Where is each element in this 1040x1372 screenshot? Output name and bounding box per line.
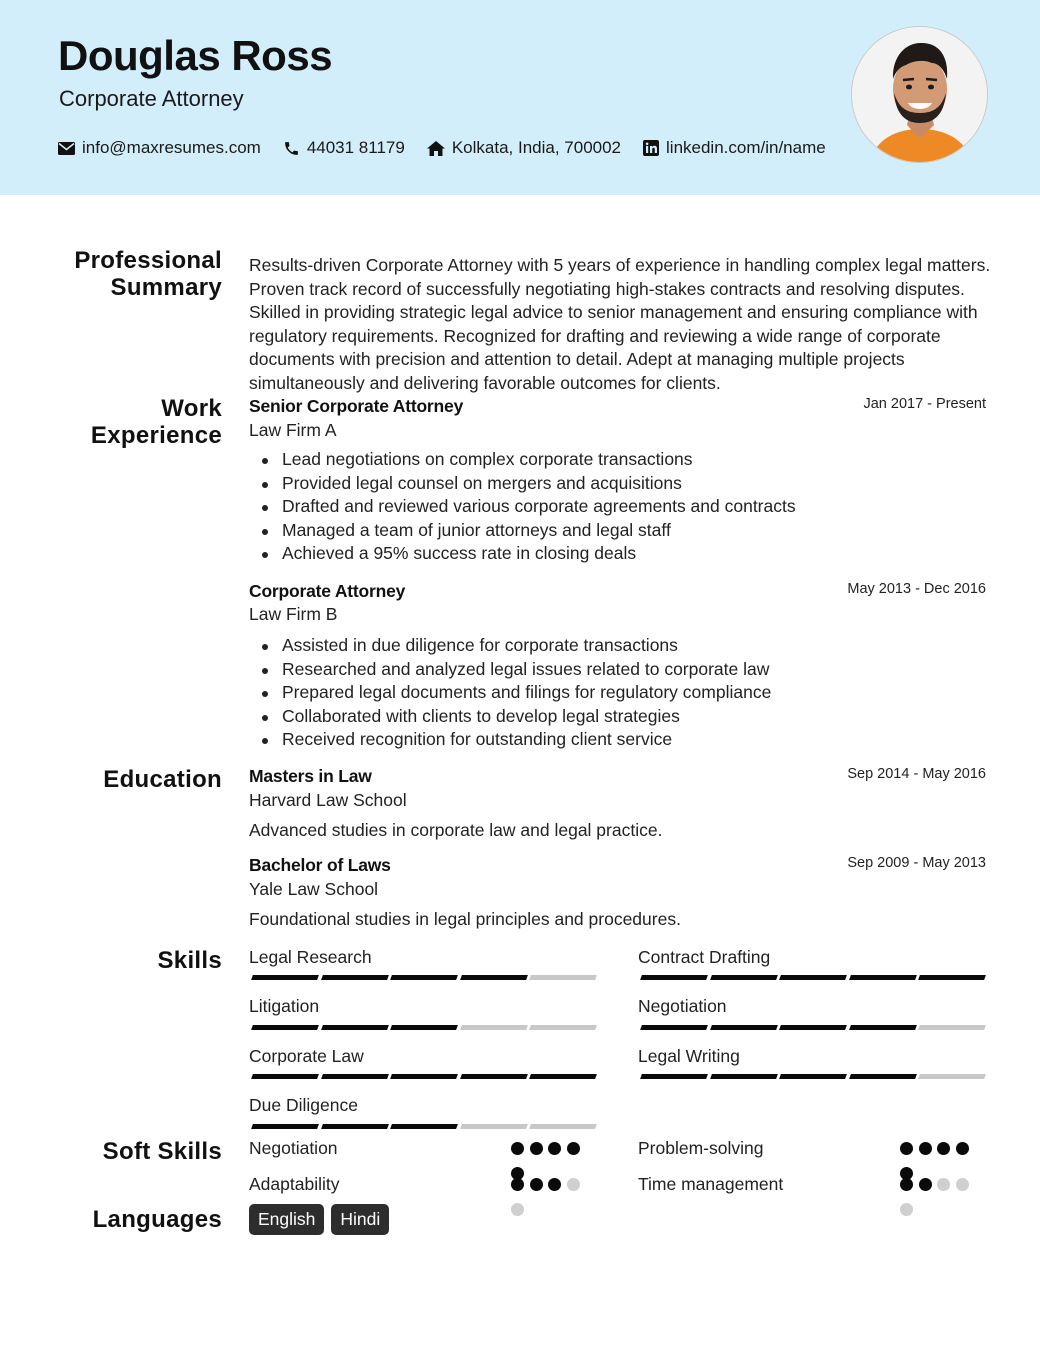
- skill-bar: [641, 1025, 989, 1030]
- job-date-2: May 2013 - Dec 2016: [847, 581, 986, 597]
- rating-dot: [567, 1142, 580, 1155]
- skill-bar-segment: [529, 1124, 597, 1129]
- contact-location: [427, 138, 621, 158]
- skill-bar-segment: [460, 1124, 528, 1129]
- phone-icon: [283, 140, 300, 157]
- skill-bar-segment: [918, 1025, 986, 1030]
- skill-label: Legal Writing: [638, 1046, 740, 1066]
- rating-dot: [511, 1203, 524, 1216]
- skill-bar-segment: [529, 1025, 597, 1030]
- section-title-languages: Languages: [92, 1206, 222, 1233]
- skill-bar-segment: [779, 1025, 847, 1030]
- rating-dot: [956, 1142, 969, 1155]
- contact-phone[interactable]: [283, 138, 405, 158]
- rating-dot: [900, 1178, 913, 1191]
- job-date-1: Jan 2017 - Present: [863, 396, 986, 412]
- avatar: [852, 27, 988, 163]
- edu-desc-1: Advanced studies in corporate law and legal practice.: [249, 820, 663, 840]
- skill-label: Legal Research: [249, 947, 372, 967]
- skill-bar-segment: [251, 1124, 319, 1129]
- skill-bar: [641, 975, 989, 980]
- rating-dot: [530, 1142, 543, 1155]
- list-item: Assisted in due diligence for corporate transactions: [249, 634, 771, 658]
- skill-bar-segment: [529, 1074, 597, 1079]
- skill-bar-segment: [460, 975, 528, 980]
- list-item: Received recognition for outstanding client service: [249, 728, 771, 752]
- list-item: Collaborated with clients to develop legal strategies: [249, 705, 771, 729]
- soft-skill-label: Adaptability: [249, 1174, 340, 1194]
- skill-label: Negotiation: [638, 996, 727, 1016]
- profile-photo: [851, 26, 988, 163]
- list-item: Researched and analyzed legal issues related to corporate law: [249, 658, 771, 682]
- list-item: Prepared legal documents and filings for regulatory compliance: [249, 681, 771, 705]
- skill-label: Due Diligence: [249, 1095, 358, 1115]
- edu-desc-2: Foundational studies in legal principles and procedures.: [249, 909, 681, 929]
- language-chip: English: [249, 1204, 324, 1235]
- edu-date-2: Sep 2009 - May 2013: [847, 855, 986, 871]
- skill-bar: [252, 1025, 600, 1030]
- skill-bar-segment: [710, 1025, 778, 1030]
- soft-skill-label: Negotiation: [249, 1138, 338, 1158]
- language-list: [249, 1204, 396, 1235]
- skill-bar-segment: [321, 975, 389, 980]
- linkedin-icon: [643, 140, 659, 156]
- list-item: Achieved a 95% success rate in closing deals: [249, 542, 796, 566]
- resume-header: [0, 0, 1040, 195]
- company-1: Law Firm A: [249, 420, 337, 440]
- rating-dot: [530, 1178, 543, 1191]
- skill-label: Litigation: [249, 996, 320, 1016]
- rating-dot: [511, 1142, 524, 1155]
- soft-skill-label: Problem-solving: [638, 1138, 764, 1158]
- section-title-summary: [62, 247, 222, 301]
- skill-bar: [252, 1124, 600, 1129]
- skill-bar-segment: [779, 975, 847, 980]
- contact-linkedin[interactable]: [643, 138, 826, 158]
- home-icon: [427, 141, 445, 156]
- rating-dot: [900, 1203, 913, 1216]
- candidate-name: Douglas Ross: [58, 32, 333, 79]
- language-chip: Hindi: [331, 1204, 389, 1235]
- skill-bar-segment: [918, 975, 986, 980]
- job-bullets-1: [249, 448, 796, 566]
- job-title: Corporate Attorney: [59, 86, 244, 111]
- skill-bar-segment: [640, 975, 708, 980]
- degree-1: Masters in Law: [249, 766, 372, 786]
- rating-dot: [567, 1178, 580, 1191]
- edu-date-1: Sep 2014 - May 2016: [847, 766, 986, 782]
- skill-bar-segment: [390, 1124, 458, 1129]
- skill-bar-segment: [321, 1124, 389, 1129]
- skill-bar-segment: [640, 1025, 708, 1030]
- skill-bar-segment: [460, 1074, 528, 1079]
- skill-bar: [252, 975, 600, 980]
- skill-bar-segment: [390, 975, 458, 980]
- skill-bar-segment: [390, 1025, 458, 1030]
- soft-skill-dots: [511, 1178, 591, 1228]
- skill-bar-segment: [640, 1074, 708, 1079]
- rating-dot: [900, 1142, 913, 1155]
- phone-text: 44031 81179: [306, 138, 405, 157]
- section-title-skills: Skills: [157, 947, 222, 974]
- degree-2: Bachelor of Laws: [249, 855, 391, 875]
- list-item: Managed a team of junior attorneys and legal staff: [249, 519, 796, 543]
- skill-bar-segment: [849, 975, 917, 980]
- skill-bar-segment: [849, 1074, 917, 1079]
- location-text: Kolkata, India, 700002: [451, 138, 622, 157]
- rating-dot: [919, 1178, 932, 1191]
- rating-dot: [511, 1178, 524, 1191]
- summary-text: Results-driven Corporate Attorney with 5 years of experience in handling complex legal matters. Proven track record of successfully negotiating high-stakes contracts and resolving disputes. Skilled in providing strategic legal advice to senior management and ensuring compliance with regulatory requirements. Recognized for drafting and reviewing a wide range of corporate documents with precision and attention to detail. Adept at managing multiple projects simultaneously and delivering favorable outcomes for clients.: [249, 255, 991, 393]
- section-title-work-text: Work Experience: [90, 395, 222, 449]
- contact-email[interactable]: [58, 138, 261, 158]
- rating-dot: [937, 1178, 950, 1191]
- school-1: Harvard Law School: [249, 790, 407, 810]
- linkedin-text: linkedin.com/in/name: [666, 138, 826, 157]
- job-title-2: Corporate Attorney: [249, 581, 406, 601]
- email-text: info@maxresumes.com: [82, 138, 261, 157]
- skill-bar-segment: [321, 1074, 389, 1079]
- skill-bar: [641, 1074, 989, 1079]
- rating-dot: [548, 1178, 561, 1191]
- skill-bar-segment: [779, 1074, 847, 1079]
- soft-skill-dots: [900, 1178, 980, 1228]
- envelope-icon: [58, 142, 75, 155]
- list-item: Drafted and reviewed various corporate agreements and contracts: [249, 495, 796, 519]
- rating-dot: [919, 1142, 932, 1155]
- skill-bar-segment: [251, 975, 319, 980]
- section-title-soft-skills: Soft Skills: [102, 1138, 222, 1165]
- job-bullets-2: [249, 634, 771, 752]
- skill-bar-segment: [710, 975, 778, 980]
- company-2: Law Firm B: [249, 604, 338, 624]
- skill-bar-segment: [251, 1074, 319, 1079]
- skill-bar-segment: [321, 1025, 389, 1030]
- skill-bar-segment: [918, 1074, 986, 1079]
- list-item: Lead negotiations on complex corporate transactions: [249, 448, 796, 472]
- soft-skill-label: Time management: [638, 1174, 784, 1194]
- skill-bar-segment: [710, 1074, 778, 1079]
- job-title-1: Senior Corporate Attorney: [249, 396, 464, 416]
- rating-dot: [956, 1178, 969, 1191]
- skill-bar-segment: [849, 1025, 917, 1030]
- skill-bar: [252, 1074, 600, 1079]
- skill-label: Contract Drafting: [638, 947, 771, 967]
- list-item: Provided legal counsel on mergers and acquisitions: [249, 472, 796, 496]
- skill-bar-segment: [529, 975, 597, 980]
- section-title-education: Education: [103, 766, 222, 793]
- section-title-summary-text: Professional Summary: [74, 247, 222, 301]
- skill-bar-segment: [251, 1025, 319, 1030]
- skill-label: Corporate Law: [249, 1046, 364, 1066]
- skill-bar-segment: [390, 1074, 458, 1079]
- skill-bar-segment: [460, 1025, 528, 1030]
- school-2: Yale Law School: [249, 879, 379, 899]
- contact-info: [58, 138, 848, 158]
- rating-dot: [548, 1142, 561, 1155]
- rating-dot: [937, 1142, 950, 1155]
- section-title-work: [82, 395, 222, 449]
